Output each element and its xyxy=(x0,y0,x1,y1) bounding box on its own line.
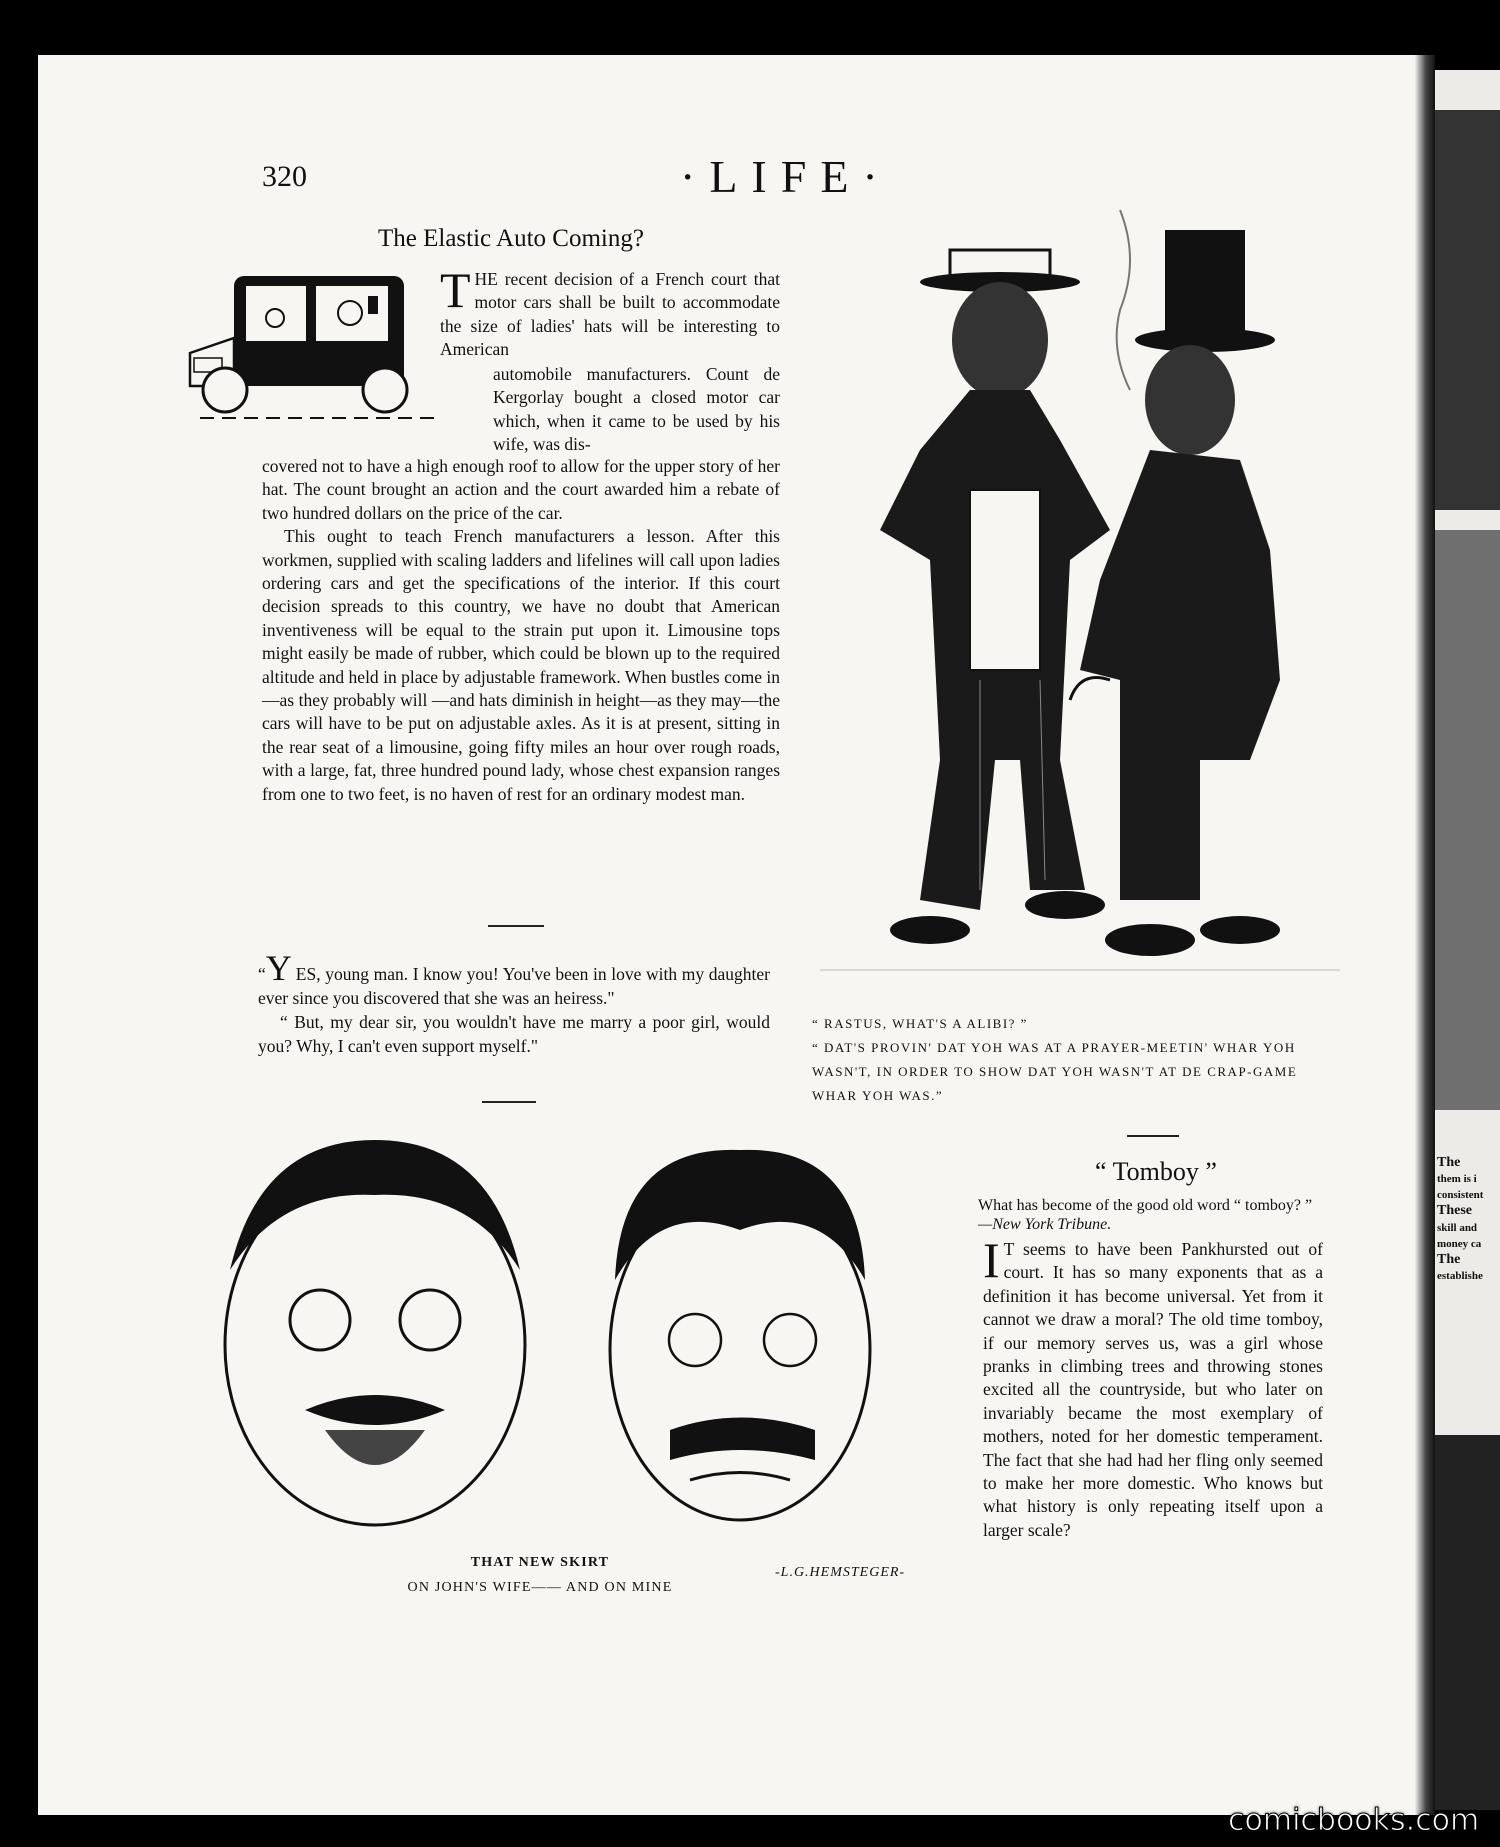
auto-article-body xyxy=(262,455,780,806)
section-divider xyxy=(1127,1135,1179,1137)
tomboy-title: “ Tomboy ” xyxy=(1095,1157,1217,1186)
auto-article-para2: This ought to teach French manufacturers a lesson. After this workmen, supplied with scaling ladders and lifelines will call upon ladies ordering cars and get the specifications of the interior. If this court decision spreads to this country, we have no doubt that American inventiveness will be equal to the strain put upon it. Limousine tops might easily be made of rubber, which could be blown up to the required altitude and held in place by adjustable framework. When bustles come in—as they probably will —and hats diminish in height—as they may—the cars will have to be put on adjustable axles. As it is at present, sitting in the rear seat of a limousine, going fifty miles an hour over rough roads, with a large, fat, three hundred pound lady, whose chest expansion ranges from one to two feet, is no haven of rest for an ordinary modest man. xyxy=(262,526,780,804)
auto-article-para1-top: HE recent decision of a French court that motor cars shall be built to accommodate the size of ladies' hats will be interesting to American xyxy=(440,269,780,360)
section-divider xyxy=(488,925,544,927)
article-title-auto: The Elastic Auto Coming? xyxy=(378,225,644,252)
faces-caption xyxy=(380,1550,700,1600)
caption-line2: “ DAT'S PROVIN' DAT YOH WAS AT A PRAYER-MEETIN' WHAR YOH WASN'T, IN ORDER TO SHOW DAT YOH WASN'T AT DE CRAP-GAME WHAR YOH WAS.” xyxy=(812,1040,1298,1103)
adjacent-text: establishe xyxy=(1437,1270,1483,1282)
adjacent-text: The xyxy=(1437,1252,1461,1267)
auto-article-opening xyxy=(440,262,780,362)
tomboy-text: T seems to have been Pankhursted out of court. It has so many exponents that as a definition it has become universal. Yet from it cannot we draw a moral? The old time tomboy, if our memory serves us, was a girl whose pranks in climbing trees and throwing stones excited all the countryside, but who later on invariably became the most exemplary of mothers, noted for her domestic temperament. The fact that she had had her fling only seemed to make her more domestic. Who knows but what history is only repeating itself upon a larger scale? xyxy=(983,1239,1323,1540)
adjacent-text: money ca xyxy=(1437,1238,1482,1250)
two-faces-illustration xyxy=(190,1120,970,1560)
page-number: 320 xyxy=(262,160,307,193)
section-divider xyxy=(482,1101,536,1103)
adjacent-text: The xyxy=(1437,1155,1461,1170)
adjacent-page-edge xyxy=(1435,70,1500,1810)
drop-cap: Y xyxy=(265,948,292,988)
joke-para1: ES, young man. I know you! You've been in love with my daughter ever since you discovered that she was an heiress." xyxy=(258,964,770,1008)
yes-young-man-joke xyxy=(258,948,770,1058)
faces-caption-line2: ON JOHN'S WIFE—— AND ON MINE xyxy=(407,1580,673,1595)
auto-article-para1-rest: covered not to have a high enough roof to allow for the upper story of her hat. The count brought an action and the court awarded him a rebate of two hundred dollars on the price of the car. xyxy=(262,456,780,523)
tomboy-body xyxy=(983,1232,1323,1542)
watermark: comicbooks.com xyxy=(1228,1803,1480,1838)
cartoon-caption xyxy=(812,1012,1322,1108)
caption-line1: “ RASTUS, WHAT'S A ALIBI? ” xyxy=(812,1016,1028,1031)
tomboy-epigraph xyxy=(978,1196,1323,1234)
drop-cap: I xyxy=(983,1232,1000,1288)
epigraph-source: —New York Tribune. xyxy=(978,1216,1112,1233)
drop-cap: T xyxy=(440,262,471,318)
epigraph-text: What has become of the good old word “ tomboy? ” xyxy=(978,1197,1313,1214)
artist-signature: -L.G.HEMSTEGER- xyxy=(775,1565,906,1580)
adjacent-text: These xyxy=(1437,1203,1472,1218)
page-gutter xyxy=(1415,55,1435,1815)
masthead: ·LIFE· xyxy=(680,151,892,202)
faces-caption-line1: THAT NEW SKIRT xyxy=(470,1555,610,1570)
open-quote: “ xyxy=(258,964,266,984)
two-men-cartoon-illustration xyxy=(820,200,1340,980)
adjacent-text: skill and xyxy=(1437,1222,1478,1234)
auto-article-para1-mid: automobile manufacturers. Count de Kergorlay bought a closed motor car which, when it came to be used by his wife, was dis- xyxy=(493,364,780,455)
adjacent-text: them is i xyxy=(1437,1173,1477,1185)
automobile-illustration xyxy=(180,268,460,438)
adjacent-text: consistent xyxy=(1437,1189,1484,1201)
joke-para2: “ But, my dear sir, you wouldn't have me marry a poor girl, would you? Why, I can't even support myself." xyxy=(258,1012,770,1056)
